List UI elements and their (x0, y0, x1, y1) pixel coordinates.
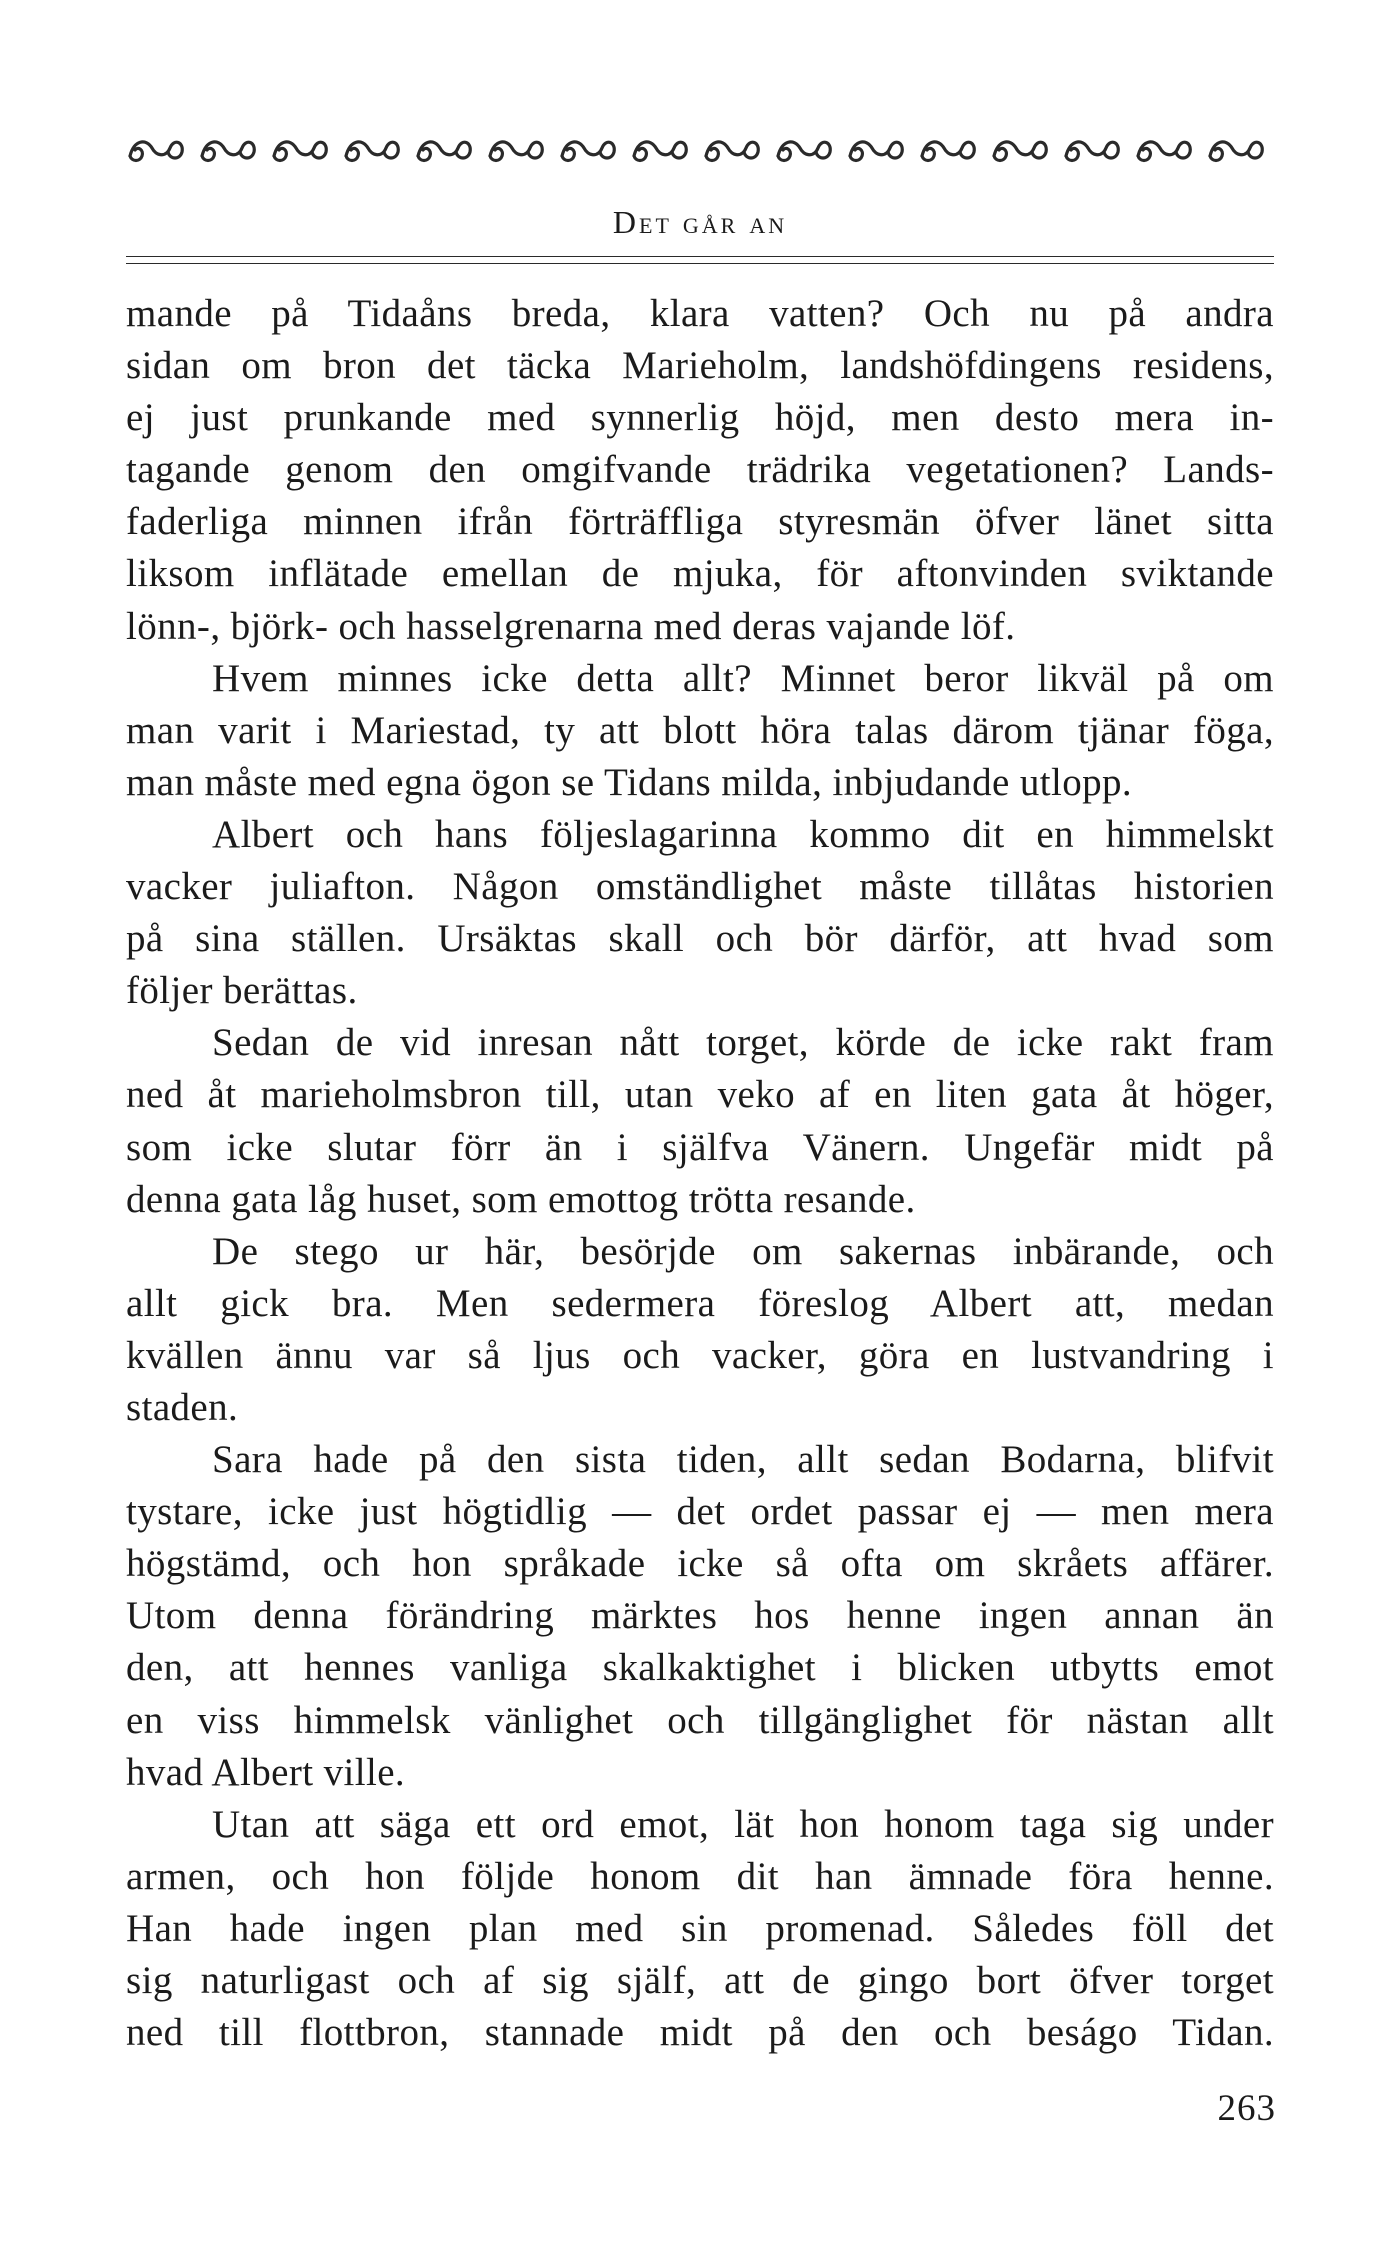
wave-scroll-ornament-icon (630, 130, 690, 170)
header-rule (126, 256, 1274, 257)
text-line: ned till flottbron, stannade midt på den och beságo Tidan. (126, 2011, 1274, 2055)
text-line: ned åt marieholmsbron till, utan veko af en liten gata åt höger, (126, 1073, 1274, 1117)
text-line: vacker juliafton. Någon omständlighet måste tillåtas historien (126, 865, 1274, 909)
text-line: tystare, icke just högtidlig — det ordet passar ej — men mera (126, 1490, 1274, 1534)
wave-scroll-ornament-icon (702, 130, 762, 170)
text-line: ej just prunkande med synnerlig höjd, men desto mera in- (126, 396, 1274, 440)
text-line: tagande genom den omgifvande trädrika vegetationen? Lands- (126, 448, 1274, 492)
text-line: liksom inflätade emellan de mjuka, för aftonvinden sviktande (126, 552, 1274, 596)
wave-scroll-ornament-icon (990, 130, 1050, 170)
text-line: sig naturligast och af sig själf, att de gingo bort öfver torget (126, 1959, 1274, 2002)
text-line: Sara hade på den sista tiden, allt sedan Bodarna, blifvit (212, 1438, 1274, 1482)
text-line: Hvem minnes icke detta allt? Minnet beror likväl på om (212, 656, 1274, 700)
text-line: högstämd, och hon språkade icke så ofta om skråets affärer. (126, 1542, 1274, 1586)
text-line: en viss himmelsk vänlighet och tillgänglighet för nästan allt (126, 1698, 1274, 1742)
wave-scroll-ornament-icon (1134, 130, 1194, 170)
wave-scroll-ornament-icon (126, 130, 186, 170)
text-line: på sina ställen. Ursäktas skall och bör därför, att hvad som (126, 917, 1274, 961)
body-text (126, 288, 1274, 2059)
text-line: De stego ur här, besörjde om sakernas inbärande, och (212, 1229, 1274, 1273)
text-line: armen, och hon följde honom dit han ämnade föra henne. (126, 1854, 1274, 1898)
text-line: den, att hennes vanliga skalkaktighet i blicken utbytts emot (126, 1646, 1274, 1690)
header-ornament-band (126, 126, 1266, 174)
text-line: Utom denna förändring märktes hos henne ingen annan än (126, 1594, 1274, 1638)
wave-scroll-ornament-icon (1062, 130, 1122, 170)
wave-scroll-ornament-icon (414, 130, 474, 170)
text-line: faderliga minnen ifrån förträffliga styresmän öfver länet sitta (126, 500, 1274, 544)
text-line: staden. (126, 1385, 239, 1429)
text-line: Utan att säga ett ord emot, lät hon honom taga sig under (212, 1802, 1274, 1846)
text-line: Han hade ingen plan med sin promenad. Således föll det (126, 1906, 1274, 1950)
wave-scroll-ornament-icon (774, 130, 834, 170)
text-line: som icke slutar förr än i själfva Vänern. Ungefär midt på (126, 1125, 1274, 1169)
wave-scroll-ornament-icon (198, 130, 258, 170)
page-number: 263 (1217, 2088, 1276, 2129)
running-title: Det går an (612, 204, 788, 240)
wave-scroll-ornament-icon (270, 130, 330, 170)
text-line: Albert och hans följeslagarinna kommo dit en himmelskt (212, 812, 1274, 856)
text-line: lönn-, björk- och hasselgrenarna med deras vajande löf. (126, 604, 1016, 648)
text-line: hvad Albert ville. (126, 1750, 406, 1794)
text-line: mande på Tidaåns breda, klara vatten? Och nu på andra (126, 292, 1274, 335)
wave-scroll-ornament-icon (342, 130, 402, 170)
text-line: sidan om bron det täcka Marieholm, landshöfdingens residens, (126, 344, 1274, 388)
wave-scroll-ornament-icon (558, 130, 618, 170)
header-rule-thin (126, 263, 1274, 264)
wave-scroll-ornament-icon (1206, 130, 1266, 170)
text-line: följer berättas. (126, 969, 358, 1013)
text-line: Sedan de vid inresan nått torget, körde de icke rakt fram (212, 1021, 1274, 1065)
text-line: kvällen ännu var så ljus och vacker, göra en lustvandring i (126, 1333, 1274, 1377)
text-line: allt gick bra. Men sedermera föreslog Albert att, medan (126, 1281, 1274, 1325)
text-line: denna gata låg huset, som emottog trötta resande. (126, 1177, 916, 1221)
text-line: man varit i Mariestad, ty att blott höra talas därom tjänar föga, (126, 708, 1274, 752)
wave-scroll-ornament-icon (846, 130, 906, 170)
text-line: man måste med egna ögon se Tidans milda, inbjudande utlopp. (126, 760, 1133, 804)
wave-scroll-ornament-icon (486, 130, 546, 170)
wave-scroll-ornament-icon (918, 130, 978, 170)
